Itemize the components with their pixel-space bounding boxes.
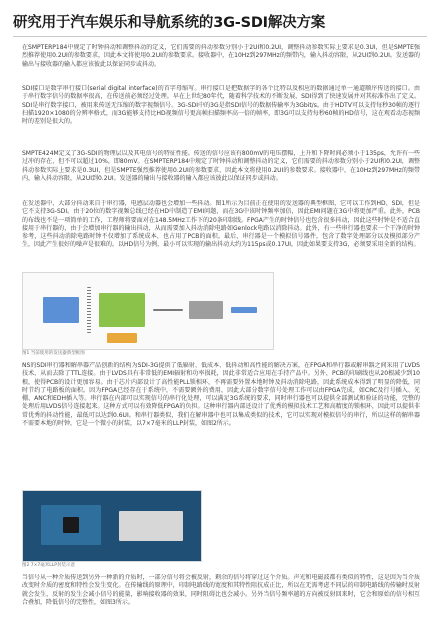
- paragraph-3: SMPTE424M定义了3G-SDI的物理层以及其电信号的特征性能。传送的信号应该有800mV的电压摆幅，上升和下降时间必须小于135ps，允许有一些过冲的存在，但不可以超过10%，即80mV。在SMPTERP184中规定了时钟抖动和调整抖动的定义，它们需要的抖动参数分别小于2UI和0.2UI，调整抖动参数实际上要求是0.3UI，但是SMPTE强烈推荐使用0.2UI的参数要求，因此本文将使用0.2UI的参数要求。接收器中，在10Hz到297MHz的频带内，输入抖动容限，从2UI到0.2UI。发送器的输出与接收器的输入都应该彼此以保证同步或抖动。: [22, 150, 420, 182]
- paragraph-6: 当信号从一种介质传送到另外一种新的介质时，一部分信号将会被反射，剩余的信号将穿过这个介质。声光和电磁波都有类似的特性，这是因为当介质改变时介质的密度和特性会发生变化。在传输线的原理中，印制电路线的宽度和其特性阻抗成正比，所以在无需考虑不同层的印制电路线的传输时反射就会发生，反射的发生会减小信号的能量，影响接收器的效果，同时阻碍比也会减小。另外当信号频率越的方向被反射回来时，它会和原始的信号相互合叠加，降低信号的完整性，如图3所示。: [22, 574, 420, 606]
- figure-1-block-diagram: [22, 272, 274, 350]
- document-title: 研究用于汽车娱乐和导航系统的3G-SDI解决方案: [13, 15, 326, 31]
- fpga-block: [43, 297, 79, 323]
- output-connector: [231, 307, 257, 313]
- llp-chip: [63, 517, 79, 533]
- figure-2-caption: 图2 7×7毫米LLP封装示意: [22, 563, 76, 568]
- serial-link-line: [153, 309, 183, 311]
- paragraph-4: 在发送器中，大部分抖动来自于串行器，电感层动器也会增加一些抖动。图1所示为目前正在使用的发送器的典型框图，它可以工作到HD、SDI，但是它不支持3G-SDI。由于20位的数字视频总线已经在HD中制造了EMI问题，而在3G中该时钟频率加倍，因此EMI问题在3G中将更加严重。此外，PCB的布线也不是一项简单的工作，工程师将要面对在148.5MHz工作下的20条印制线。FPGA产生的时钟信号也包含很多抖动，因此这些时钟是不适合直接用于串行器的，由于会增加串行器的输出抖动，从而需要加入抖动消除电路如Genlock电路以消除抖动。此外，有一些串行器也要求一个干净的时钟参考，这些抖动消除电路时钟不仅增加了系统成本，也占用了PCB的面积。最后，串行器是一个模拟信号器件，包含了数字处理部分以及模拟部分产生，因此产生很好的噪声是很难的。以HD信号为例，最小可以实现的输出抖动大约为115ps或0.17UI，因此如果要支持3G，必须要采用全新的结构。: [22, 200, 420, 249]
- parallel-bus-lines: [87, 287, 91, 333]
- paragraph-2: SDI接口是数字串行接口(serial digital interface)的首字母缩写。串行接口是把数据字的各个比特以及相应的数据通过单一通道顺序传送的接口。由于串行数字信号的数据率很高，在传送前必须经过处理。早在上世纪80年代，随着科学技术的不断发展，SDI得到了快速发展并对其标准作出了定义。SDI是串行数字接口，被用来传送无压缩的数字视频信号。3G-SDI中的3G是指SDI信号的数据传输率为3Gbit/s。由于HDTV可以支持每秒30帧的逐行扫描1920×1080的分辨率格式，而3G能够支持比HD视频信号更高帧扫描频率高一倍的帧率，即3G可以支持每秒60帧的HD信号，这在观看动态视频时的差别是很大的。: [22, 85, 420, 126]
- title-divider: [13, 36, 427, 37]
- paragraph-5: NS的SDI串行器和解串器产品创新的结构为SDI-3G提供了低辐射、低成本、低抖动和高性能的解决方案，在FPGA和串行器或解串器之间采用了LVDS技术，从而去除了TTL连接。由于LVDS具有非常低的EMI辐射和功率损耗，因此非常适合应用在手持产品中。另外，PCB的印刷线也从20根减少到10根，使得PCB的设计更加容易。由于芯片内部设计了高性能PLL锁相环，不再需要外置本地时钟及抖动消除电路，因此系统成本得到了明显的降低，同时节约了电路板的面积。因为FPGA已经存在于系统中，不需要额外的费用，因此大部分数字信号处理工作可以由FPGA完成，如CRC及行号插入、光棚、ANC和EDH插入等。串行器在内部可以实现信号的串行化处理，可以满足3G系统的要求，同时串行器也可以提供全部测试和验证的功能，完整的处理后用LVDS信号连接起来。这种方式可以有效降低FPGA的负担。这种串行器内部还设计了优秀的模拟技术工艺和高精度的锁相环，因此可以提供非常优秀的抖动性能，最低可以达到0.6UI。和串行器类似，我们在解串器中也可以集成类似的技术，它可以实现对模拟信号的串行，所以这样的解串器不需要本地的时钟，它是一个微小的封装，以7×7毫米的LLP封装，如图2所示。: [22, 362, 420, 428]
- connector-module: [119, 511, 183, 541]
- genlock-block: [107, 333, 137, 343]
- serializer-block: [99, 293, 145, 327]
- figure-1-caption: 图1 当前使用的发送器典型框图: [22, 351, 85, 356]
- figure-2-package-photo: [22, 490, 202, 562]
- driver-block: [189, 301, 223, 319]
- paragraph-1: 在SMPTERP184中规定了时钟抖动和调整抖动的定义，它们需要的抖动参数分别小于2UI和0.2UI，调整抖动参数实际上要求是0.3UI，但是SMPTE强烈推荐使用0.2UI的参数要求，因此本文将使用0.2UI的参数要求。接收器中，在10Hz到297MHz的频带内，输入抖动容限，从2UI到0.2UI。发送器的输出与接收器的输入都应该彼此以保证同步或抖动。: [22, 44, 420, 68]
